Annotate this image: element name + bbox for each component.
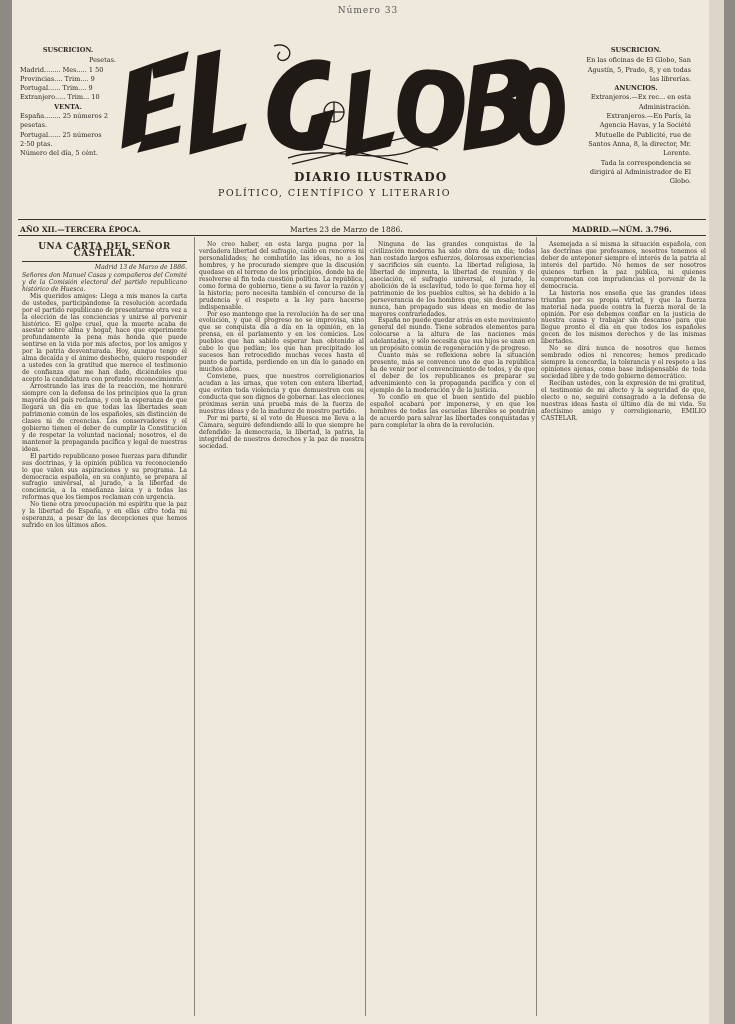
- left-box-line: Portugal...... Trim.... 9: [20, 84, 93, 93]
- article-paragraph: Cuanto más se reflexiona sobre la situación presente, más se convence uno de que la república ha de venir por el convencimiento de todos, y de que el deber de los republicanos es preparar su advenimiento con la propaganda pacífica y con el ejemplo de la moderación y de la justicia.: [370, 352, 535, 395]
- left-box-line: Pesetas.: [89, 56, 116, 65]
- issue-year-label: AÑO XII.—TERCERA ÉPOCA.: [20, 225, 141, 234]
- article-paragraph: La historia nos enseña que las grandes ideas triunfan por su propia virtud, y que la fuerza material nada puede contra la fuerza moral de la opinión. Por eso debemos confiar en la justicia de nuestra causa y trabajar sin descanso para que llegue pronto el día en que todos los españoles gocen de los mismos derechos y de las mismas libertades.: [541, 289, 706, 346]
- article-paragraph: Por eso mantengo que la revolución ha de ser una evolución, y que el progreso no se improvisa, sino que se conquista día a día en la opinión, en la prensa, en el parlamento y en los comicios. Los pueblos que han sabido esperar han obtenido al cabo lo que pedían; los que han precipitado los sucesos han retrocedido muchas veces hasta el punto de partida, perdiendo en un día lo ganado en muchos años.: [199, 310, 364, 374]
- article-paragraph: Por mi parte, si el voto de Huesca me lleva a la Cámara, seguiré defendiendo allí lo que siempre he defendido: la democracia, la libertad, la patria, la integridad de nuestros derechos y la paz de nuestra sociedad.: [199, 414, 364, 450]
- column-divider: [365, 237, 366, 1016]
- left-box-line: Extranjero..... Trim... 10: [20, 93, 100, 102]
- article-column-1: [22, 242, 187, 530]
- right-box-line: Tada la correspondencia se dirigirá al Administrador de El Globo.: [589, 158, 691, 186]
- left-box-line: Madrid........ Mes..... 1 50: [20, 65, 104, 74]
- letter-l: [190, 50, 246, 154]
- column-divider: [536, 237, 537, 1016]
- letter-e-top: [152, 52, 188, 78]
- issue-number: MADRID.—NÚM. 3.796.: [572, 225, 672, 234]
- article-paragraph: El partido republicano posee fuerzas para difundir sus doctrinas, y la opinión pública va reconociendo lo que valen sus aspiraciones y su programa. La democracia española, en su conjunto, se prepara al sufragio universal, al jurado, a la libertad de conciencia, a la enseñanza laica y a todas las reformas que los tiempos reclaman con urgencia.: [22, 452, 187, 502]
- masthead-subtitle: DIARIO ILUSTRADO: [294, 170, 448, 184]
- article-paragraph: No creo haber, en esta larga pugna por la verdadera libertad del sufragio, caído en rencores ni personalidades; he combatido las ideas, no a los hombres, y he procurado siempre que la discusión quedase en el terreno de los principios, donde ha de resolverse al fin toda cuestión política. La república, como forma de gobierno, tiene a su favor la razón y la historia; pero necesita también el concurso de la prudencia y el respeto a la ley para hacerse indispensable.: [199, 241, 364, 311]
- column-divider: [194, 237, 195, 1016]
- masthead-subtitle-secondary: POLÍTICO, CIENTÍFICO Y LITERARIO: [218, 188, 451, 199]
- article-paragraph: Asemejada a sí misma la situación española, con las doctrinas que profesamos, nosotros tenemos el deber de anteponer siempre el interés de la patria al interés del partido. No hemos de ser nosotros quienes turben la paz pública, ni quienes comprometan con imprudencias el porvenir de la democracia.: [541, 241, 706, 290]
- right-box-line: Extranjeros.—Ex rec... en esta Administración.: [590, 93, 691, 111]
- left-box-line: Número del día, 5 cént.: [20, 149, 98, 158]
- left-box-line: Provincias.... Trim.... 9: [20, 74, 95, 83]
- article-dateline: Madrid 13 de Marzo de 1886.: [94, 263, 187, 271]
- article-paragraph: Ninguna de las grandes conquistas de la civilización moderna ha sido obra de un día; todas han costado largos esfuerzos, dolorosas experiencias y sacrificios sin cuento. La libertad religiosa, la libertad de imprenta, la libertad de reunión y de asociación, el sufragio universal, el jurado, la abolición de la esclavitud, todo lo que forma hoy el patrimonio de los pueblos cultos, se ha debido a la perseverancia de los hombres que, sin desalentarse nunca, han propagado sus ideas en medio de las mayores contrariedades.: [370, 241, 535, 318]
- left-box-line: España........ 25 números 2 pesetas.: [20, 112, 109, 130]
- article-paragraph: Arrostrando las iras de la reacción, me honraré siempre con la defensa de los principios que la gran mayoría del país reclama, y con la esperanza de que llegará un día en que todas las libertades sean patrimonio común de los españoles, sin distinción de clases ni de creencias. Los conservadores y el gobierno tienen el deber de cumplir la Constitución y de respetar la voluntad nacional; nosotros, el de mantener la propaganda pacífica y legal de nuestras ideas.: [22, 383, 187, 453]
- letter-second-l: [346, 70, 394, 156]
- newspaper-page: [12, 0, 724, 1024]
- article-paragraph: Mis queridos amigos: Llega a mis manos la carta de ustedes, participándome la resolución acordada por el partido republicano de presentarme otra vez a la elección de las conciencias y unirse al porvenir histórico. El golpe cruel, que la muerte acaba de asestar sobre alma y hogar, hace que experimente profundamente la pena más honda que puede sentirse en la vida por mis afectos, por los amigos y por la patria desventurada. Hoy, aunque tengo el alma decaída y el ánimo deshecho, quiero responder a ustedes con la gratitud que merece el testimonio de confianza que me han dado, diciéndoles que acepto la candidatura con profundo reconocimiento.: [22, 292, 187, 384]
- article-column-4: [541, 242, 706, 423]
- page-edge-shadow: [709, 0, 724, 1024]
- left-subscription-box: [20, 46, 116, 159]
- letter-first-o: [398, 70, 464, 147]
- masthead-logo: [108, 40, 568, 168]
- page-number: Número 33: [337, 6, 399, 16]
- letter-last-o: [516, 68, 565, 145]
- right-subscription-box: [581, 46, 691, 186]
- right-box-line: Extranjeros.—En París, la Agencia Havas, y la Société Mutuelle de Publicité, rue de Santos Anna, 8, la director, Mr. Lorente.: [588, 112, 691, 158]
- article-headline: UNA CARTA DEL SEÑOR CASTELAR.: [22, 244, 187, 262]
- article-paragraph: España no puede quedar atrás en este movimiento general del mundo. Tiene sobrados elementos para colocarse a la altura de las naciones más adelantadas, y sólo necesita que sus hijos se unan en un propósito común de regeneración y de progreso.: [370, 317, 535, 353]
- flourish-top-left: [274, 45, 290, 61]
- header-rule-bottom: [18, 235, 706, 236]
- left-box-line: VENTA.: [54, 102, 82, 111]
- masthead-title-graphic: [108, 40, 568, 168]
- letter-e-mid: [146, 94, 174, 114]
- left-box-line: Portugal...... 25 números 2·50 ptas.: [20, 130, 102, 148]
- article-column-3: [370, 242, 535, 430]
- article-paragraph: No tiene otra preocupación mi espíritu que la paz y la libertad de España, y en ellas cifro toda mi esperanza, a pesar de las decepciones que hemos sufrido en los últimos años.: [22, 501, 187, 530]
- left-box-heading: SUSCRICION.: [42, 46, 94, 54]
- article-column-2: [199, 242, 364, 451]
- article-paragraph: No se dirá nunca de nosotros que hemos sembrado odios ni rencores; hemos predicado siempre la concordia, la tolerancia y el respeto a las opiniones ajenas, como base indispensable de toda sociedad libre y de todo gobierno democrático.: [541, 345, 706, 381]
- right-box-line: En las oficinas de El Globo, San Agustín, 5, Prado, 8, y en todas las librerías.: [586, 56, 691, 83]
- article-paragraph: Conviene, pues, que nuestros correligionarios acudan a las urnas, que voten con entera libertad, que eviten toda violencia y que demuestren con su conducta que son dignos de gobernar. Las elecciones próximas serán una prueba más de la fuerza de nuestras ideas y de la madurez de nuestro partido.: [199, 373, 364, 415]
- issue-date: Martes 23 de Marzo de 1886.: [290, 225, 403, 234]
- article-salutation: Señores don Manuel Casas y compañeros del Comité y de la Comisión electoral del partido republicano histórico de Huesca.: [22, 271, 187, 293]
- article-paragraph: Yo confío en que el buen sentido del pueblo español acabará por imponerse, y en que los hombres de todas las escuelas liberales se pondrán de acuerdo para salvar las libertades conquistadas y para completar la obra de la revolución.: [370, 393, 535, 429]
- letter-g: [268, 60, 334, 150]
- header-rule-top: [18, 219, 706, 220]
- right-box-heading: SUSCRICION.: [610, 46, 662, 54]
- article-paragraph: Reciban ustedes, con la expresión de mi gratitud, el testimonio de mi afecto y la seguridad de que, electo o no, seguiré consagrado a la defensa de nuestras ideas hasta el último día de mi vida. Su afectísimo amigo y correligionario, EMILIO CASTELAR.: [541, 380, 706, 422]
- right-box-line: ANUNCIOS.: [614, 84, 658, 93]
